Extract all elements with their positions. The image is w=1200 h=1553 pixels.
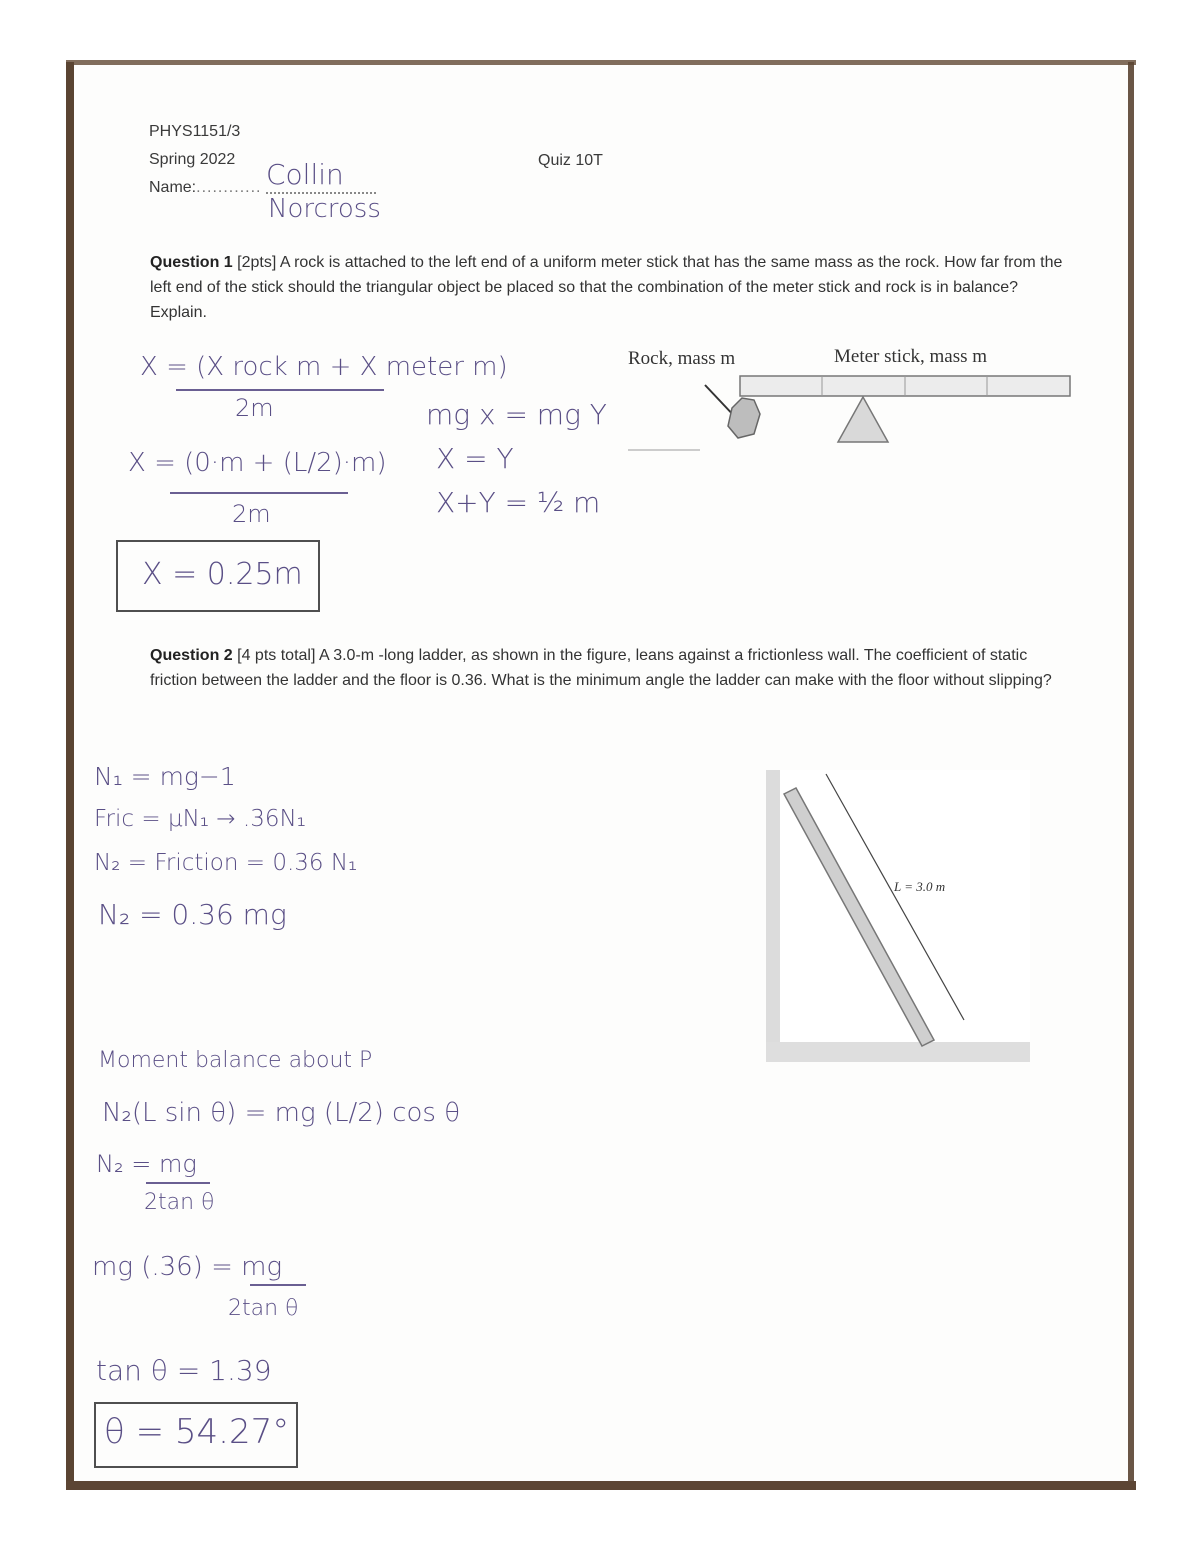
question-2-text [150,643,1060,693]
wall [766,770,780,1050]
quiz-title: Quiz 10T [538,152,603,169]
meter-stick-label: Meter stick, mass m [834,346,988,367]
q1-eq1-numerator: X = (X rock m + X meter m) [140,352,508,382]
q2-line3: N₂ = Friction = 0.36 N₁ [94,850,358,876]
q2-answer: θ = 54.27° [104,1412,290,1452]
rock-shape [728,398,760,438]
question-2-body: A 3.0-m -long ladder, as shown in the figure, leans against a frictionless wall. The coefficient of static friction between the ladder and the floor is 0.36. What is the minimum angle the ladder can make with the floor without slipping? [150,647,1052,689]
floor [766,1042,1030,1062]
name-label: Name: [149,179,197,196]
q1-side-eq2: X = Y [436,442,514,475]
q2-n2-numerator: N₂ = mg [96,1150,197,1178]
question-2-label: Question 2 [150,647,233,664]
q1-answer: X = 0.25m [142,557,303,592]
q1-eq2-fraction-bar [170,492,348,494]
scan-edge-right [1128,62,1134,1490]
scan-edge-left [66,62,74,1490]
fulcrum-triangle [838,397,888,442]
rock-label: Rock, mass m [628,348,736,369]
q2-line1: N₁ = mg−1 [94,762,236,791]
question-1-body: A rock is attached to the left end of a uniform meter stick that has the same mass as the rock. How far from the left end of the stick should the triangular object be placed so that the combination of the meter stick and rock is in balance? Explain. [150,254,1063,321]
ladder-length-label: L = 3.0 m [894,879,946,894]
q2-moment-equation: N₂(L sin θ) = mg (L/2) cos θ [102,1098,461,1128]
q2-equate-denominator: 2tan θ [228,1296,299,1321]
q2-moment-heading: Moment balance about P [98,1048,373,1073]
name-line [149,176,261,199]
question-1-points: [2pts] [237,254,277,271]
ladder-figure [766,770,1032,1065]
student-last-name: Norcross [268,194,381,224]
question-1-label: Question 1 [150,254,233,271]
q1-eq2-numerator: X = (0·m + (L/2)·m) [128,448,387,478]
q1-side-eq1: mg x = mg Y [426,398,607,431]
q1-eq1-fraction-bar [176,389,384,391]
q1-eq1-denominator: 2m [235,394,274,422]
seesaw-figure [620,370,1080,460]
q2-n2-fraction-bar [146,1182,210,1184]
q2-equate-fraction-bar [250,1284,306,1286]
q2-tan-result: tan θ = 1.39 [96,1354,272,1387]
term: Spring 2022 [149,151,236,168]
q2-equate-numerator: mg (.36) = mg [92,1252,283,1282]
scan-edge-bottom [66,1481,1136,1490]
q2-n2-denominator: 2tan θ [144,1190,215,1215]
q1-eq2-denominator: 2m [232,500,271,528]
q2-line4: N₂ = 0.36 mg [98,898,287,931]
name-dots: ............ [196,179,262,196]
q1-side-eq3: X+Y = ½ m [436,486,601,519]
q2-line2: Fric = μN₁ → .36N₁ [94,806,306,832]
course-code: PHYS1151/3 [149,123,241,140]
student-first-name: Collin [266,158,344,191]
question-1-text [150,250,1070,325]
question-2-points: [4 pts total] [237,647,316,664]
